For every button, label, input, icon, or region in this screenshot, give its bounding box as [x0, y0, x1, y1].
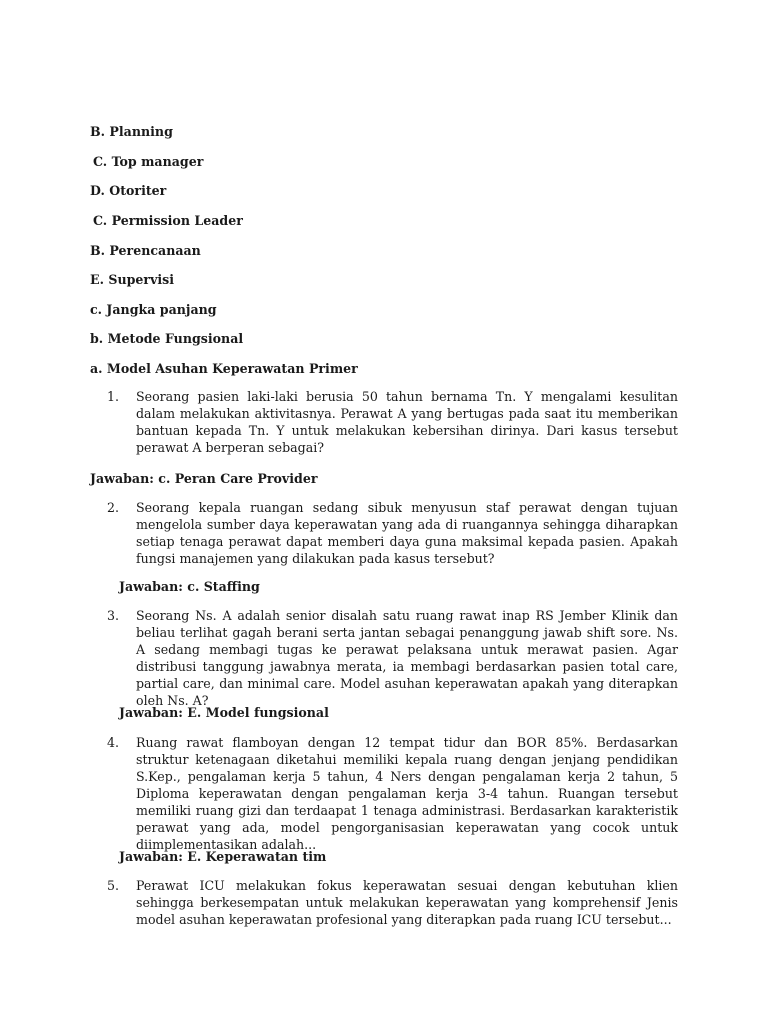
question-text: Seorang pasien laki-laki berusia 50 tahun bernama Tn. Y mengalami kesulitan dalam melakukan aktivitasnya. Perawat A yang bertugas pada saat itu memberikan bantuan kepada Tn. Y untuk melakukan kebersihan dirinya. Dari kasus tersebut perawat A berperan sebagai? [136, 389, 678, 455]
answer-line: b. Metode Fungsional [90, 331, 244, 346]
question-text: Perawat ICU melakukan fokus keperawatan sesuai dengan kebutuhan klien sehingga berkesempatan untuk melakukan keperawatan yang komprehensif Jenis model asuhan keperawatan profesional yang diterapkan pada ruang ICU tersebut... [136, 878, 678, 927]
question-answer: Jawaban: E. Keperawatan tim [119, 849, 327, 864]
question-number: 4. [107, 735, 120, 750]
answer-line: c. Jangka panjang [90, 302, 217, 317]
question-number: 2. [107, 500, 120, 515]
question-item [107, 499, 678, 567]
answer-line: C. Permission Leader [93, 213, 243, 228]
question-number: 1. [107, 389, 120, 404]
question-item [107, 388, 678, 456]
question-text: Ruang rawat flamboyan dengan 12 tempat tidur dan BOR 85%. Berdasarkan struktur ketenagaan diketahui memiliki kepala ruang dengan jenjang pendidikan S.Kep., pengalaman kerja 5 tahun, 4 Ners dengan pengalaman kerja 2 tahun, 5 Diploma keperawatan dengan pengalaman kerja 3-4 tahun. Ruangan tersebut memiliki ruang gizi dan terdaapat 1 tenaga administrasi. Berdasarkan karakteristik perawat yang ada, model pengorganisasian keperawatan yang cocok untuk diimplementasikan adalah... [136, 735, 678, 852]
question-text: Seorang Ns. A adalah senior disalah satu ruang rawat inap RS Jember Klinik dan beliau terlihat gagah berani serta jantan sebagai penanggung jawab shift sore. Ns. A sedang membagi tugas ke perawat pelaksana untuk merawat pasien. Agar distribusi tanggung jawabnya merata, ia membagi berdasarkan pasien total care, partial care, dan minimal care. Model asuhan keperawatan apakah yang diterapkan oleh Ns. A? [136, 608, 678, 708]
answer-line: C. Top manager [93, 154, 204, 169]
question-text: Seorang kepala ruangan sedang sibuk menyusun staf perawat dengan tujuan mengelola sumber daya keperawatan yang ada di ruangannya sehingga diharapkan setiap tenaga perawat dapat memberi daya guna maksimal kepada pasien. Apakah fungsi manajemen yang dilakukan pada kasus tersebut? [136, 500, 678, 566]
question-item [107, 607, 678, 709]
question-answer: Jawaban: c. Staffing [119, 579, 260, 594]
question-answer: Jawaban: E. Model fungsional [119, 705, 329, 720]
question-item [107, 877, 678, 928]
question-answer: Jawaban: c. Peran Care Provider [90, 471, 318, 486]
answer-line: B. Perencanaan [90, 243, 201, 258]
question-number: 5. [107, 878, 120, 893]
answer-line: B. Planning [90, 124, 173, 139]
question-number: 3. [107, 608, 120, 623]
answer-line: a. Model Asuhan Keperawatan Primer [90, 361, 358, 376]
answer-line: E. Supervisi [90, 272, 175, 287]
answer-line: D. Otoriter [90, 183, 167, 198]
question-item [107, 734, 678, 853]
